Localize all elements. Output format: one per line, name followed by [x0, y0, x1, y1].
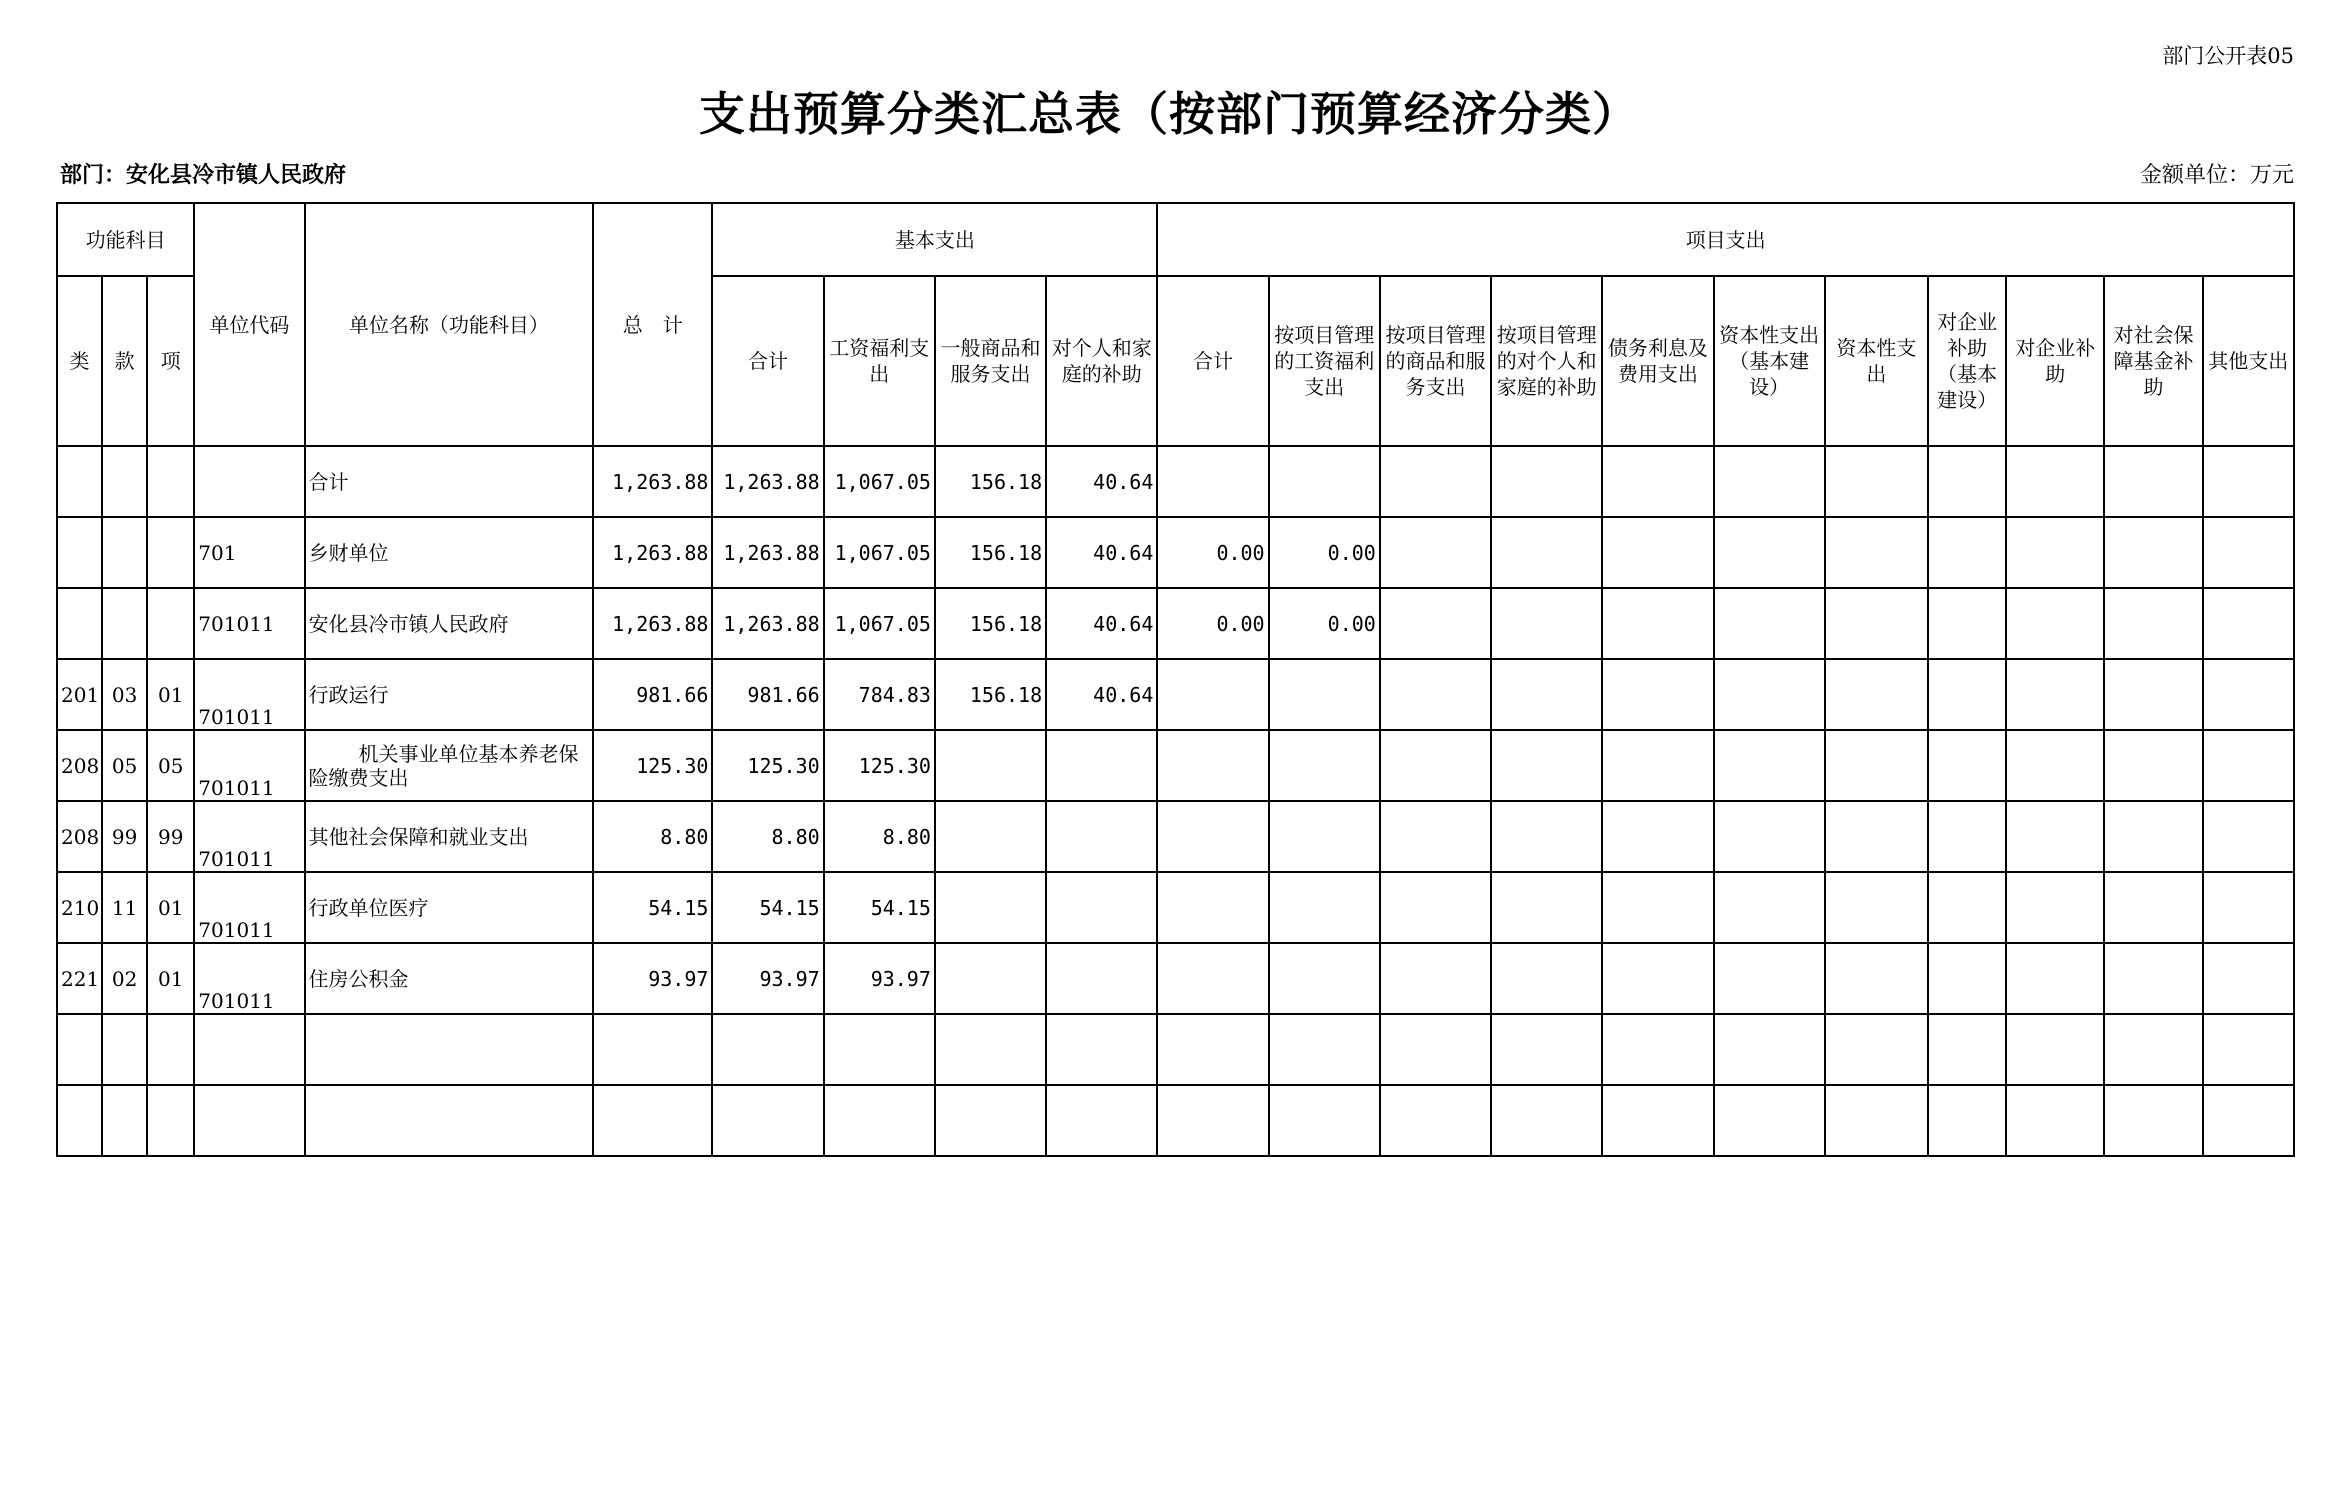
total-cell [593, 1014, 712, 1085]
project-wage-cell [1269, 1085, 1380, 1156]
project-col-header: 资本性支出 [1825, 276, 1928, 446]
project-empty-cell [2203, 659, 2294, 730]
project-empty-cell [1602, 588, 1713, 659]
basic-col-header: 工资福利支出 [824, 276, 935, 446]
project-col-header: 合计 [1157, 276, 1268, 446]
project-empty-cell [1928, 943, 2006, 1014]
basic-family-cell: 40.64 [1046, 588, 1157, 659]
basic-family-cell: 40.64 [1046, 446, 1157, 517]
xiang-header: 项 [147, 276, 194, 446]
project-empty-cell [1825, 730, 1928, 801]
project-total-cell [1157, 801, 1268, 872]
project-col-header: 对社会保障基金补助 [2104, 276, 2202, 446]
project-col-header: 对企业补助（基本建设） [1928, 276, 2006, 446]
xiang-cell: 01 [147, 943, 194, 1014]
table-row [57, 517, 2294, 588]
unit-code-header: 单位代码 [194, 203, 304, 446]
project-total-cell [1157, 659, 1268, 730]
total-cell: 1,263.88 [593, 588, 712, 659]
project-empty-cell [1825, 517, 1928, 588]
project-empty-cell [1380, 943, 1491, 1014]
basic-goods-cell [935, 1014, 1046, 1085]
basic-family-cell [1046, 872, 1157, 943]
project-empty-cell [1928, 517, 2006, 588]
lei-cell: 208 [57, 801, 102, 872]
basic-family-cell [1046, 943, 1157, 1014]
basic-total-cell: 93.97 [712, 943, 823, 1014]
lei-cell [57, 1014, 102, 1085]
lei-cell: 221 [57, 943, 102, 1014]
lei-cell [57, 446, 102, 517]
project-wage-cell [1269, 872, 1380, 943]
project-empty-cell [2203, 1085, 2294, 1156]
total-cell: 54.15 [593, 872, 712, 943]
project-empty-cell [2006, 588, 2104, 659]
project-total-cell [1157, 1085, 1268, 1156]
project-empty-cell [1928, 659, 2006, 730]
project-empty-cell [1825, 1014, 1928, 1085]
basic-wage-cell: 54.15 [824, 872, 935, 943]
kuan-cell [102, 1014, 147, 1085]
basic-wage-cell: 125.30 [824, 730, 935, 801]
basic-wage-cell: 93.97 [824, 943, 935, 1014]
project-empty-cell [2203, 446, 2294, 517]
xiang-cell [147, 1014, 194, 1085]
project-empty-cell [1491, 588, 1602, 659]
basic-col-header: 一般商品和服务支出 [935, 276, 1046, 446]
lei-cell [57, 1085, 102, 1156]
project-empty-cell [1602, 943, 1713, 1014]
project-wage-cell [1269, 943, 1380, 1014]
unit-code-cell [194, 446, 304, 517]
project-empty-cell [1714, 1085, 1825, 1156]
kuan-header: 款 [102, 276, 147, 446]
kuan-cell [102, 1085, 147, 1156]
project-empty-cell [1602, 1085, 1713, 1156]
basic-total-cell: 54.15 [712, 872, 823, 943]
project-empty-cell [1928, 1085, 2006, 1156]
lei-cell [57, 517, 102, 588]
kuan-cell [102, 517, 147, 588]
project-total-cell [1157, 872, 1268, 943]
basic-goods-cell [935, 801, 1046, 872]
basic-goods-cell: 156.18 [935, 659, 1046, 730]
budget-table [56, 202, 2295, 1157]
project-empty-cell [2104, 517, 2202, 588]
basic-goods-cell: 156.18 [935, 517, 1046, 588]
basic-family-cell [1046, 1085, 1157, 1156]
unit-code-cell: 701011 [194, 943, 304, 1014]
project-col-header: 资本性支出（基本建设） [1714, 276, 1825, 446]
project-empty-cell [1491, 1014, 1602, 1085]
project-wage-cell [1269, 446, 1380, 517]
project-empty-cell [1825, 446, 1928, 517]
project-empty-cell [2006, 446, 2104, 517]
unit-name-cell: 合计 [305, 446, 594, 517]
project-empty-cell [1380, 446, 1491, 517]
basic-total-cell: 125.30 [712, 730, 823, 801]
kuan-cell: 02 [102, 943, 147, 1014]
project-empty-cell [2006, 659, 2104, 730]
project-col-header: 其他支出 [2203, 276, 2294, 446]
project-col-header: 按项目管理的对个人和家庭的补助 [1491, 276, 1602, 446]
project-empty-cell [1491, 446, 1602, 517]
project-empty-cell [2203, 1014, 2294, 1085]
table-row [57, 730, 2294, 801]
project-empty-cell [2203, 872, 2294, 943]
project-empty-cell [2104, 872, 2202, 943]
project-wage-cell: 0.00 [1269, 517, 1380, 588]
basic-wage-cell: 1,067.05 [824, 517, 935, 588]
project-total-cell [1157, 1014, 1268, 1085]
basic-family-cell: 40.64 [1046, 517, 1157, 588]
total-cell: 1,263.88 [593, 446, 712, 517]
unit-code-cell: 701011 [194, 872, 304, 943]
project-col-header: 按项目管理的工资福利支出 [1269, 276, 1380, 446]
project-empty-cell [1380, 801, 1491, 872]
basic-wage-cell: 1,067.05 [824, 446, 935, 517]
unit-code-cell: 701011 [194, 801, 304, 872]
project-empty-cell [1491, 943, 1602, 1014]
lei-cell [57, 588, 102, 659]
project-empty-cell [1602, 659, 1713, 730]
project-empty-cell [1928, 801, 2006, 872]
project-empty-cell [2006, 872, 2104, 943]
kuan-cell: 11 [102, 872, 147, 943]
project-empty-cell [1380, 1085, 1491, 1156]
project-empty-cell [1602, 517, 1713, 588]
unit-name-cell: 安化县冷市镇人民政府 [305, 588, 594, 659]
project-empty-cell [2203, 943, 2294, 1014]
kuan-cell [102, 446, 147, 517]
xiang-cell [147, 517, 194, 588]
project-col-header: 债务利息及费用支出 [1602, 276, 1713, 446]
project-empty-cell [1491, 730, 1602, 801]
department-label: 部门：安化县冷市镇人民政府 [60, 162, 347, 188]
basic-goods-cell [935, 943, 1046, 1014]
table-row [57, 588, 2294, 659]
kuan-cell [102, 588, 147, 659]
project-empty-cell [2006, 730, 2104, 801]
lei-cell: 201 [57, 659, 102, 730]
project-empty-cell [2104, 446, 2202, 517]
basic-family-cell [1046, 801, 1157, 872]
table-row [57, 943, 2294, 1014]
project-empty-cell [1380, 517, 1491, 588]
project-wage-cell [1269, 1014, 1380, 1085]
project-empty-cell [2203, 730, 2294, 801]
project-empty-cell [1714, 659, 1825, 730]
project-empty-cell [2104, 659, 2202, 730]
total-cell: 981.66 [593, 659, 712, 730]
basic-col-header: 对个人和家庭的补助 [1046, 276, 1157, 446]
lei-header: 类 [57, 276, 102, 446]
basic-col-header: 合计 [712, 276, 823, 446]
basic-family-cell [1046, 1014, 1157, 1085]
basic-total-cell [712, 1014, 823, 1085]
table-row [57, 1014, 2294, 1085]
project-empty-cell [2006, 517, 2104, 588]
basic-goods-cell: 156.18 [935, 588, 1046, 659]
project-empty-cell [1714, 1014, 1825, 1085]
unit-code-cell [194, 1014, 304, 1085]
project-empty-cell [1491, 659, 1602, 730]
project-empty-cell [1928, 1014, 2006, 1085]
basic-wage-cell [824, 1014, 935, 1085]
project-empty-cell [1714, 588, 1825, 659]
project-empty-cell [2006, 943, 2104, 1014]
project-empty-cell [1825, 659, 1928, 730]
project-empty-cell [1380, 872, 1491, 943]
unit-name-cell [305, 1085, 594, 1156]
lei-cell: 210 [57, 872, 102, 943]
project-total-cell [1157, 730, 1268, 801]
project-empty-cell [1928, 588, 2006, 659]
total-cell: 125.30 [593, 730, 712, 801]
project-empty-cell [1491, 1085, 1602, 1156]
unit-name-cell: 行政单位医疗 [305, 872, 594, 943]
unit-name-cell: 其他社会保障和就业支出 [305, 801, 594, 872]
project-wage-cell: 0.00 [1269, 588, 1380, 659]
project-empty-cell [1714, 730, 1825, 801]
table-row [57, 659, 2294, 730]
project-empty-cell [1491, 872, 1602, 943]
basic-wage-cell [824, 1085, 935, 1156]
project-empty-cell [2203, 801, 2294, 872]
basic-total-cell: 1,263.88 [712, 446, 823, 517]
project-empty-cell [1825, 1085, 1928, 1156]
project-empty-cell [1602, 801, 1713, 872]
unit-code-cell: 701011 [194, 659, 304, 730]
basic-total-cell: 1,263.88 [712, 517, 823, 588]
basic-wage-cell: 1,067.05 [824, 588, 935, 659]
xiang-cell: 99 [147, 801, 194, 872]
basic-wage-cell: 784.83 [824, 659, 935, 730]
basic-goods-cell [935, 1085, 1046, 1156]
unit-name-cell: 乡财单位 [305, 517, 594, 588]
project-empty-cell [1714, 517, 1825, 588]
form-code: 部门公开表05 [2162, 44, 2294, 68]
kuan-cell: 05 [102, 730, 147, 801]
project-empty-cell [2203, 517, 2294, 588]
project-empty-cell [1825, 872, 1928, 943]
total-header: 总 计 [593, 203, 712, 446]
lei-cell: 208 [57, 730, 102, 801]
project-empty-cell [1602, 730, 1713, 801]
basic-total-cell [712, 1085, 823, 1156]
project-empty-cell [1491, 801, 1602, 872]
project-empty-cell [1714, 872, 1825, 943]
unit-name-cell [305, 1014, 594, 1085]
project-empty-cell [1928, 446, 2006, 517]
project-empty-cell [1602, 872, 1713, 943]
project-total-cell [1157, 943, 1268, 1014]
basic-family-cell: 40.64 [1046, 659, 1157, 730]
project-empty-cell [2006, 801, 2104, 872]
project-total-cell: 0.00 [1157, 588, 1268, 659]
kuan-cell: 99 [102, 801, 147, 872]
project-empty-cell [1825, 943, 1928, 1014]
unit-name-cell: 机关事业单位基本养老保险缴费支出 [305, 730, 594, 801]
project-empty-cell [1380, 588, 1491, 659]
basic-total-cell: 981.66 [712, 659, 823, 730]
project-empty-cell [1491, 517, 1602, 588]
project-empty-cell [1825, 801, 1928, 872]
project-empty-cell [1714, 801, 1825, 872]
unit-name-header: 单位名称（功能科目） [305, 203, 594, 446]
basic-wage-cell: 8.80 [824, 801, 935, 872]
total-cell: 93.97 [593, 943, 712, 1014]
project-empty-cell [2203, 588, 2294, 659]
project-empty-cell [2104, 801, 2202, 872]
table-row [57, 872, 2294, 943]
project-empty-cell [1928, 872, 2006, 943]
project-empty-cell [2006, 1014, 2104, 1085]
project-wage-cell [1269, 801, 1380, 872]
xiang-cell: 01 [147, 872, 194, 943]
total-cell: 8.80 [593, 801, 712, 872]
func-subject-header: 功能科目 [57, 203, 194, 276]
table-row [57, 801, 2294, 872]
xiang-cell: 05 [147, 730, 194, 801]
project-empty-cell [1380, 730, 1491, 801]
project-empty-cell [2104, 1085, 2202, 1156]
project-total-cell: 0.00 [1157, 517, 1268, 588]
unit-name-cell: 行政运行 [305, 659, 594, 730]
project-empty-cell [1825, 588, 1928, 659]
basic-goods-cell [935, 730, 1046, 801]
project-empty-cell [1714, 446, 1825, 517]
project-empty-cell [1602, 1014, 1713, 1085]
unit-name-cell: 住房公积金 [305, 943, 594, 1014]
page-title: 支出预算分类汇总表（按部门预算经济分类） [699, 87, 1639, 141]
kuan-cell: 03 [102, 659, 147, 730]
amount-unit-label: 金额单位：万元 [2139, 163, 2294, 188]
unit-code-cell [194, 1085, 304, 1156]
project-empty-cell [1380, 659, 1491, 730]
project-empty-cell [2104, 730, 2202, 801]
project-empty-cell [2104, 943, 2202, 1014]
project-empty-cell [2104, 588, 2202, 659]
project-empty-cell [1602, 446, 1713, 517]
total-cell [593, 1085, 712, 1156]
project-total-cell [1157, 446, 1268, 517]
xiang-cell [147, 446, 194, 517]
unit-code-cell: 701011 [194, 730, 304, 801]
project-empty-cell [1714, 943, 1825, 1014]
project-wage-cell [1269, 659, 1380, 730]
project-empty-cell [2104, 1014, 2202, 1085]
project-expense-header: 项目支出 [1157, 203, 2294, 276]
unit-code-cell: 701 [194, 517, 304, 588]
xiang-cell [147, 588, 194, 659]
unit-code-cell: 701011 [194, 588, 304, 659]
project-col-header: 对企业补助 [2006, 276, 2104, 446]
table-row [57, 1085, 2294, 1156]
basic-total-cell: 1,263.88 [712, 588, 823, 659]
total-cell: 1,263.88 [593, 517, 712, 588]
table-row [57, 446, 2294, 517]
project-empty-cell [1928, 730, 2006, 801]
project-wage-cell [1269, 730, 1380, 801]
xiang-cell: 01 [147, 659, 194, 730]
project-col-header: 按项目管理的商品和服务支出 [1380, 276, 1491, 446]
basic-goods-cell [935, 872, 1046, 943]
xiang-cell [147, 1085, 194, 1156]
basic-total-cell: 8.80 [712, 801, 823, 872]
project-empty-cell [1380, 1014, 1491, 1085]
project-empty-cell [2006, 1085, 2104, 1156]
basic-goods-cell: 156.18 [935, 446, 1046, 517]
basic-expense-header: 基本支出 [712, 203, 1157, 276]
basic-family-cell [1046, 730, 1157, 801]
